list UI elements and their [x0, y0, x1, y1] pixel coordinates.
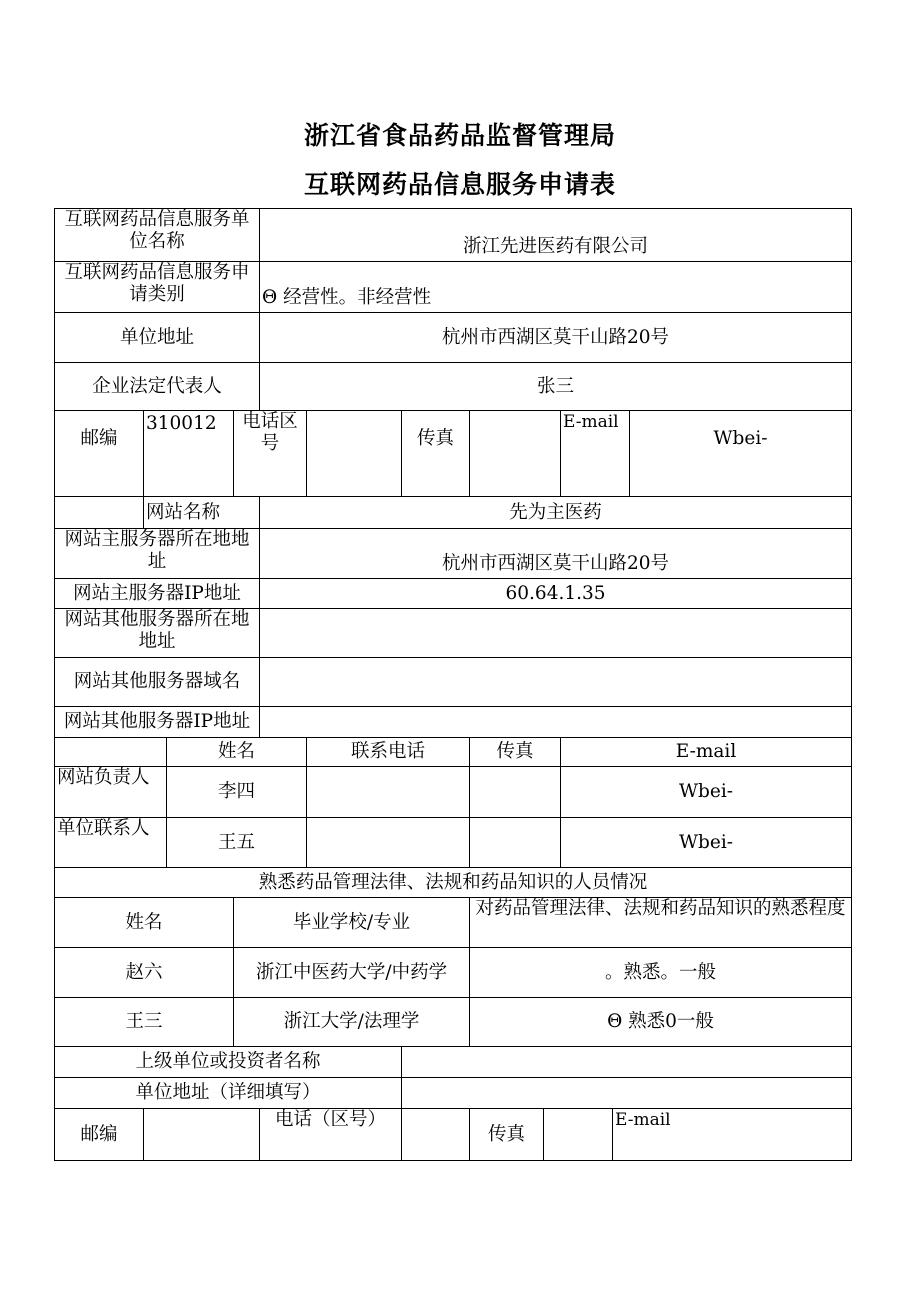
site-name-label-spacer	[55, 497, 144, 529]
unit-name-label: 互联网药品信息服务单位名称	[55, 209, 260, 262]
superior-address-value[interactable]	[402, 1078, 852, 1109]
staff-header-row	[55, 898, 852, 948]
other-server-addr-label: 网站其他服务器所在地地址	[55, 609, 260, 658]
superior-postcode-value[interactable]	[144, 1109, 260, 1161]
other-server-domain-row	[55, 658, 852, 707]
contact-email[interactable]: Wbei-	[561, 818, 852, 868]
staff-level[interactable]: Θ 熟悉0一般	[470, 998, 852, 1047]
site-name-row	[55, 497, 852, 529]
staff-name[interactable]: 赵六	[55, 948, 234, 998]
legal-rep-label: 企业法定代表人	[55, 363, 260, 411]
email-value[interactable]: Wbei-	[630, 411, 852, 497]
contacts-header-fax: 传真	[470, 738, 561, 767]
category-label: 互联网药品信息服务申请类别	[55, 262, 260, 313]
postcode-label: 邮编	[55, 411, 144, 497]
contact-fax[interactable]	[470, 818, 561, 868]
superior-name-row	[55, 1047, 852, 1078]
contact-phone[interactable]	[307, 767, 470, 818]
address-value[interactable]: 杭州市西湖区莫干山路20号	[260, 313, 852, 363]
superior-phone-label: 电话（区号）	[260, 1109, 402, 1161]
other-server-domain-value[interactable]	[260, 658, 852, 707]
category-value[interactable]: Θ 经营性。非经营性	[260, 262, 852, 313]
superior-name-value[interactable]	[402, 1047, 852, 1078]
main-server-addr-label: 网站主服务器所在地地址	[55, 529, 260, 579]
staff-header-school: 毕业学校/专业	[234, 898, 470, 948]
superior-fax-label: 传真	[470, 1109, 544, 1161]
fax-value[interactable]	[470, 411, 561, 497]
contacts-header-corner	[55, 738, 167, 767]
contact-role: 单位联系人	[55, 818, 167, 868]
site-name-label: 网站名称	[144, 497, 260, 529]
other-server-ip-label: 网站其他服务器IP地址	[55, 707, 260, 738]
email-label: E-mail	[561, 411, 630, 497]
contacts-header-email: E-mail	[561, 738, 852, 767]
site-name-value[interactable]: 先为主医药	[260, 497, 852, 529]
superior-fax-value[interactable]	[544, 1109, 613, 1161]
area-code-value[interactable]	[307, 411, 402, 497]
area-code-label: 电话区号	[234, 411, 307, 497]
contacts-header-phone: 联系电话	[307, 738, 470, 767]
staff-header-name: 姓名	[55, 898, 234, 948]
legal-rep-row	[55, 363, 852, 411]
superior-email-label: E-mail	[613, 1109, 852, 1161]
address-row	[55, 313, 852, 363]
superior-address-row	[55, 1078, 852, 1109]
other-server-domain-label: 网站其他服务器域名	[55, 658, 260, 707]
superior-phone-value[interactable]	[402, 1109, 470, 1161]
application-form-table	[54, 208, 852, 1161]
main-server-addr-row	[55, 529, 852, 579]
postcode-value[interactable]: 310012	[144, 411, 234, 497]
main-server-addr-value[interactable]: 杭州市西湖区莫干山路20号	[260, 529, 852, 579]
contact-role: 网站负责人	[55, 767, 167, 818]
category-row	[55, 262, 852, 313]
contacts-header-name: 姓名	[167, 738, 307, 767]
other-server-ip-value[interactable]	[260, 707, 852, 738]
main-server-ip-row	[55, 579, 852, 609]
contact-name[interactable]: 王五	[167, 818, 307, 868]
staff-section-row	[55, 868, 852, 898]
contact-info-row	[55, 411, 852, 497]
staff-name[interactable]: 王三	[55, 998, 234, 1047]
address-label: 单位地址	[55, 313, 260, 363]
staff-school[interactable]: 浙江中医药大学/中药学	[234, 948, 470, 998]
contact-fax[interactable]	[470, 767, 561, 818]
staff-section-title: 熟悉药品管理法律、法规和药品知识的人员情况	[55, 868, 852, 898]
other-server-ip-row	[55, 707, 852, 738]
main-server-ip-value[interactable]: 60.64.1.35	[260, 579, 852, 609]
superior-contact-row	[55, 1109, 852, 1161]
unit-name-row	[55, 209, 852, 262]
other-server-addr-value[interactable]	[260, 609, 852, 658]
staff-header-level: 对药品管理法律、法规和药品知识的熟悉程度	[470, 898, 852, 948]
table-row	[55, 948, 852, 998]
staff-school[interactable]: 浙江大学/法理学	[234, 998, 470, 1047]
legal-rep-value[interactable]: 张三	[260, 363, 852, 411]
form-subtitle: 互联网药品信息服务申请表	[303, 170, 616, 199]
contacts-header-row	[55, 738, 852, 767]
contact-email[interactable]: Wbei-	[561, 767, 852, 818]
table-row	[55, 818, 852, 868]
contact-name[interactable]: 李四	[167, 767, 307, 818]
other-server-addr-row	[55, 609, 852, 658]
staff-level[interactable]: 。熟悉。一般	[470, 948, 852, 998]
page-title: 浙江省食品药品监督管理局	[303, 121, 616, 150]
contact-phone[interactable]	[307, 818, 470, 868]
unit-name-value[interactable]: 浙江先进医药有限公司	[260, 209, 852, 262]
superior-name-label: 上级单位或投资者名称	[55, 1047, 402, 1078]
table-row	[55, 767, 852, 818]
table-row	[55, 998, 852, 1047]
fax-label: 传真	[402, 411, 470, 497]
superior-address-label: 单位地址（详细填写）	[55, 1078, 402, 1109]
main-server-ip-label: 网站主服务器IP地址	[55, 579, 260, 609]
superior-postcode-label: 邮编	[55, 1109, 144, 1161]
